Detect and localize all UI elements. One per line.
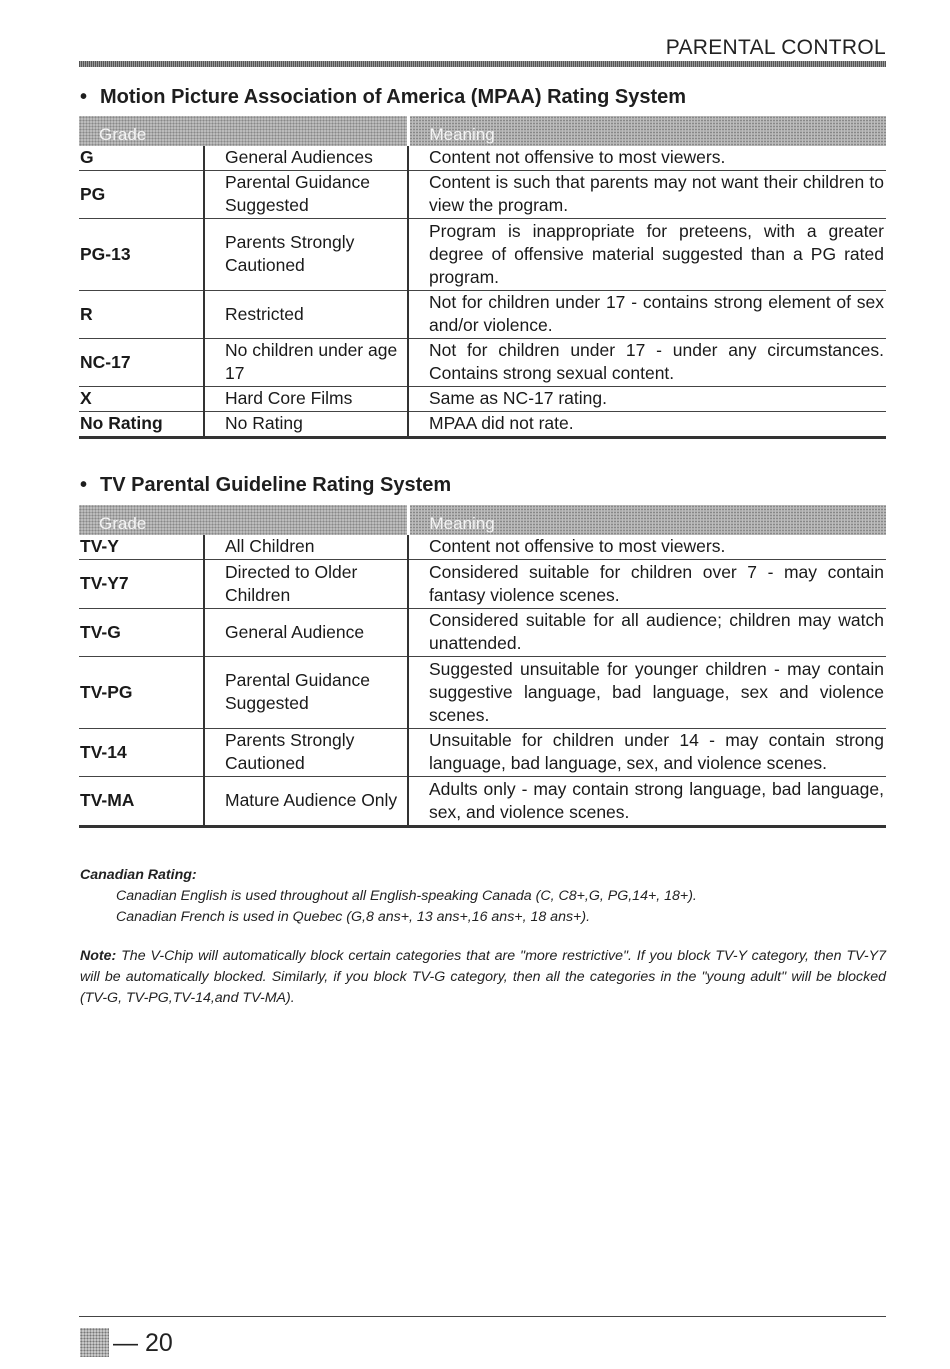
table-row: [79, 728, 886, 776]
rating-grade: NC-17: [79, 338, 204, 386]
rating-meaning: Considered suitable for all audience; children may watch unattended.: [408, 608, 886, 656]
page-number: — 20: [113, 1329, 173, 1357]
table-row: [79, 386, 886, 411]
rating-meaning: Same as NC-17 rating.: [408, 386, 886, 411]
mpaa-header-row: [79, 116, 886, 146]
rating-meaning: Not for children under 17 - under any circumstances. Contains strong sexual content.: [408, 338, 886, 386]
page-header-title: PARENTAL CONTROL: [665, 36, 886, 59]
table-row: [79, 218, 886, 290]
mpaa-rating-table: [79, 116, 886, 439]
tv-rating-table: [79, 505, 886, 828]
mpaa-section-title: [80, 86, 686, 109]
rating-description: Parents Strongly Cautioned: [204, 728, 408, 776]
mpaa-title-text: Motion Picture Association of America (MPAA) Rating System: [100, 86, 687, 108]
rating-grade: TV-G: [79, 608, 204, 656]
rating-grade: TV-Y: [79, 535, 204, 559]
header-rule: [79, 61, 886, 67]
rating-meaning: Content is such that parents may not want their children to view the program.: [408, 170, 886, 218]
table-row: [79, 290, 886, 338]
rating-description: Directed to Older Children: [204, 559, 408, 608]
rating-description: Mature Audience Only: [204, 776, 408, 826]
rating-description: All Children: [204, 535, 408, 559]
table-row: [79, 776, 886, 826]
canadian-rating-label: Canadian Rating:: [80, 867, 197, 883]
rating-meaning: Not for children under 17 - contains strong element of sex and/or violence.: [408, 290, 886, 338]
rating-meaning: MPAA did not rate.: [408, 411, 886, 437]
rating-description: Parental Guidance Suggested: [204, 170, 408, 218]
table-row: [79, 411, 886, 437]
footer-rule: [79, 1316, 886, 1317]
rating-grade: No Rating: [79, 411, 204, 437]
note-text: The V-Chip will automatically block certain categories that are "more restrictive". If you block TV-Y category, then TV-Y7 will be automatically blocked. Similarly, if you block TV-G category, then all the categories in the "young adult" will be blocked (TV-G, TV-PG,TV-14,and TV-MA).: [80, 948, 886, 1006]
rating-meaning: Unsuitable for children under 14 - may contain strong language, bad language, sex, and violence scenes.: [408, 728, 886, 776]
bullet: •: [80, 86, 88, 108]
tv-section-title: [80, 474, 451, 497]
grade-column-header: Grade: [79, 505, 408, 535]
table-row: [79, 608, 886, 656]
language-badge-icon: [80, 1328, 109, 1357]
canadian-english-text: Canadian English is used throughout all English-speaking Canada (C, C8+,G, PG,14+, 18+).: [116, 888, 697, 904]
rating-grade: TV-PG: [79, 656, 204, 728]
meaning-column-header: Meaning: [408, 116, 886, 146]
tv-header-row: [79, 505, 886, 535]
rating-meaning: Adults only - may contain strong language, bad language, sex, and violence scenes.: [408, 776, 886, 826]
rating-description: Parents Strongly Cautioned: [204, 218, 408, 290]
tv-title-text: TV Parental Guideline Rating System: [100, 474, 452, 496]
rating-meaning: Content not offensive to most viewers.: [408, 535, 886, 559]
table-row: [79, 656, 886, 728]
grade-column-header: Grade: [79, 116, 408, 146]
rating-description: General Audience: [204, 608, 408, 656]
rating-description: Restricted: [204, 290, 408, 338]
table-row: [79, 338, 886, 386]
rating-meaning: Program is inappropriate for preteens, with a greater degree of offensive material suggested than a PG rated program.: [408, 218, 886, 290]
bullet: •: [80, 474, 88, 496]
rating-meaning: Suggested unsuitable for younger children - may contain suggestive language, bad language, sex and violence scenes.: [408, 656, 886, 728]
rating-grade: G: [79, 146, 204, 170]
rating-description: No Rating: [204, 411, 408, 437]
rating-grade: TV-MA: [79, 776, 204, 826]
rating-meaning: Considered suitable for children over 7 - may contain fantasy violence scenes.: [408, 559, 886, 608]
rating-description: General Audiences: [204, 146, 408, 170]
meaning-column-header: Meaning: [408, 505, 886, 535]
table-row: [79, 170, 886, 218]
rating-grade: X: [79, 386, 204, 411]
canadian-rating-block: [80, 865, 886, 928]
rating-meaning: Content not offensive to most viewers.: [408, 146, 886, 170]
table-row: [79, 146, 886, 170]
table-row: [79, 535, 886, 559]
table-row: [79, 559, 886, 608]
canadian-french-text: Canadian French is used in Quebec (G,8 ans+, 13 ans+,16 ans+, 18 ans+).: [116, 909, 591, 925]
rating-description: Hard Core Films: [204, 386, 408, 411]
rating-grade: TV-Y7: [79, 559, 204, 608]
rating-description: No children under age 17: [204, 338, 408, 386]
rating-description: Parental Guidance Suggested: [204, 656, 408, 728]
note-label: Note:: [80, 948, 117, 964]
vchip-note-block: [80, 946, 886, 1009]
rating-grade: R: [79, 290, 204, 338]
rating-grade: TV-14: [79, 728, 204, 776]
rating-grade: PG: [79, 170, 204, 218]
rating-grade: PG-13: [79, 218, 204, 290]
